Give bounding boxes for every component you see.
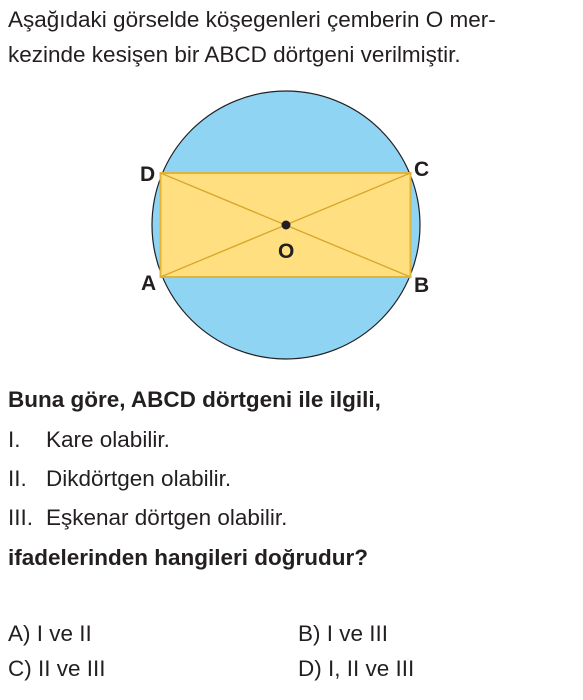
intro-line-2: kezinde kesişen bir ABCD dörtgeni verilmiştir.: [8, 42, 461, 67]
choice-a[interactable]: A) I ve II: [8, 621, 92, 646]
intro-line-1: Aşağıdaki görselde köşegenleri çemberin O mer-: [8, 7, 496, 32]
statement-1: [8, 426, 170, 454]
center-label-o: O: [278, 240, 295, 263]
statement-number: II.: [8, 466, 27, 491]
vertex-label-a: A: [141, 272, 157, 295]
statement-number: III.: [8, 505, 34, 530]
question-ask: ifadelerinden hangileri doğrudur?: [8, 545, 369, 570]
question-prompt: Buna göre, ABCD dörtgeni ile ilgili,: [8, 387, 381, 412]
statement-2: [8, 465, 231, 493]
center-point-o: [282, 221, 291, 230]
statement-text: Kare olabilir.: [46, 427, 170, 452]
choice-b[interactable]: B) I ve III: [298, 621, 389, 646]
statement-text: Eşkenar dörtgen olabilir.: [46, 505, 288, 530]
choice-c[interactable]: C) II ve III: [8, 656, 106, 681]
statement-text: Dikdörtgen olabilir.: [46, 466, 232, 491]
statement-number: I.: [8, 427, 21, 452]
vertex-label-d: D: [140, 163, 156, 186]
statement-3: [8, 504, 287, 532]
vertex-label-c: C: [414, 158, 430, 181]
vertex-label-b: B: [414, 274, 430, 297]
choice-d[interactable]: D) I, II ve III: [298, 656, 415, 681]
